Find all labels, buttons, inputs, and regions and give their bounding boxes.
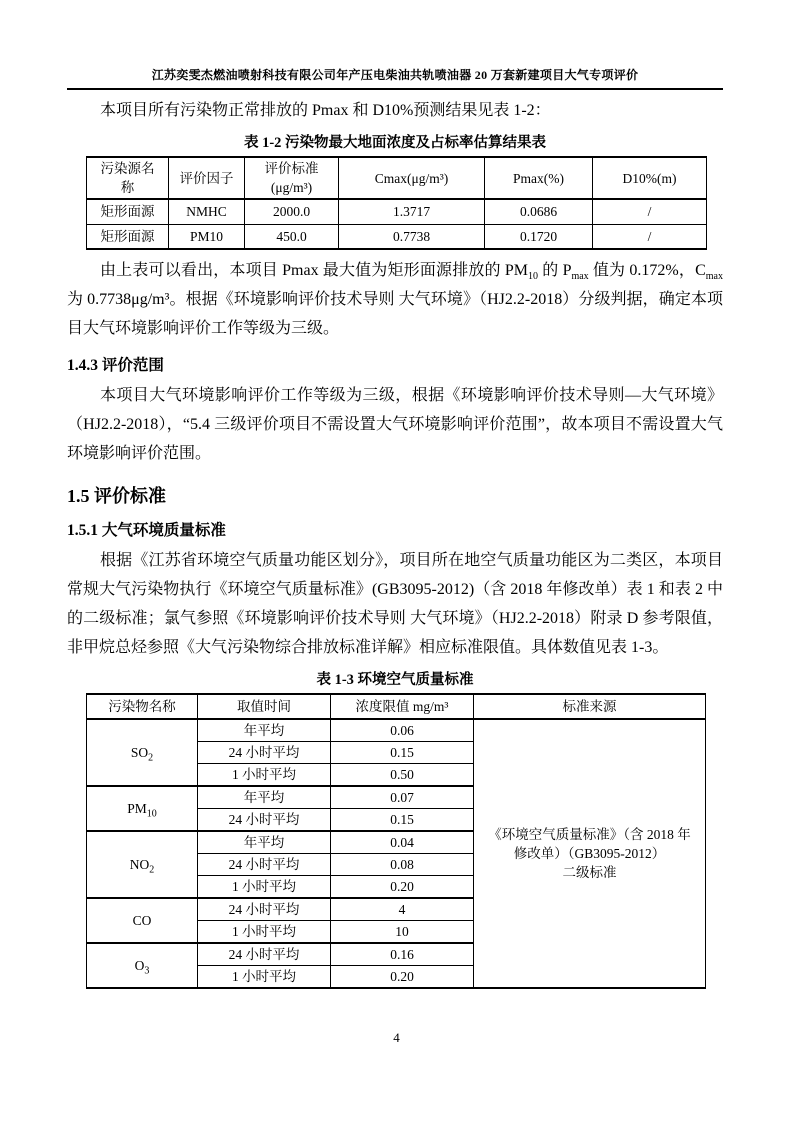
pollutant-name-cell: $O_3$ (87, 943, 198, 988)
table-cell: 24 小时平均 (198, 809, 331, 832)
table-cell: 1.3717 (339, 199, 485, 224)
column-header: 污染物名称 (87, 694, 198, 719)
table-1-3 (86, 693, 706, 989)
table-cell: 0.1720 (485, 224, 593, 249)
table-cell: 0.0686 (485, 199, 593, 224)
table-cell: 0.20 (331, 876, 474, 899)
section-heading-1-5-1: 1.5.1 大气环境质量标准 (67, 522, 226, 539)
pollutant-name-cell: $SO_2$ (87, 719, 198, 786)
table-cell: 0.15 (331, 742, 474, 764)
section-heading-1-5: 1.5 评价标准 (67, 486, 166, 506)
table-cell: 24 小时平均 (198, 898, 331, 921)
table-1-3-header-row (87, 694, 706, 719)
table-cell: / (593, 224, 707, 249)
standard-source-cell (474, 719, 706, 988)
table-row (87, 199, 707, 224)
analysis-paragraph: 由上表可以看出，本项目 Pmax 最大值为矩形面源排放的 $PM_{10}$ 的 $P_{max}$ 值为 0.172%，$C_{max}$ 为 0.7738μg/m³。根据《环境影响评价技术导则 大气环境》（HJ2.2-2018）分级判据，确定本项目大气环境影响评价工作等级为三级。 (67, 262, 723, 337)
table-cell: 450.0 (245, 224, 339, 249)
table-cell: 1 小时平均 (198, 876, 331, 899)
table-1-2-title: 表 1-2 污染物最大地面浓度及占标率估算结果表 (243, 135, 547, 151)
column-header: Pmax(%) (485, 157, 593, 199)
table-cell: 1 小时平均 (198, 764, 331, 787)
source-line: 二级标准 (562, 865, 617, 880)
table-row (87, 719, 706, 742)
page-header (67, 0, 723, 90)
table-cell: 24 小时平均 (198, 742, 331, 764)
table-cell: 年平均 (198, 831, 331, 854)
section-heading-1-4-3: 1.4.3 评价范围 (67, 357, 164, 374)
table-1-3-title: 表 1-3 环境空气质量标准 (316, 672, 474, 688)
table-cell: / (593, 199, 707, 224)
section-1-4-3-paragraph: 本项目大气环境影响评价工作等级为三级，根据《环境影响评价技术导则—大气环境》（HJ2.2-2018），“5.4 三级评价项目不需设置大气环境影响评价范围”，故本项目不需设置大气环境影响评价范围。 (67, 387, 723, 462)
column-header: 标准来源 (474, 694, 706, 719)
table-1-2 (86, 156, 707, 250)
table-cell: 矩形面源 (87, 224, 169, 249)
source-line: 《环境空气质量标准》（含 2018 年 (488, 827, 691, 842)
document-header-title: 江苏奕雯杰燃油喷射科技有限公司年产压电柴油共轨喷油器 20 万套新建项目大气专项评价 (151, 68, 639, 82)
table-row (87, 224, 707, 249)
source-line: 修改单）（GB3095-2012） (513, 846, 666, 861)
table-cell: 0.07 (331, 786, 474, 809)
pollutant-name-cell: CO (87, 898, 198, 943)
table-cell: 2000.0 (245, 199, 339, 224)
column-header: D10%(m) (593, 157, 707, 199)
column-header: Cmax(μg/m³) (339, 157, 485, 199)
table-cell: 0.7738 (339, 224, 485, 249)
column-header: 取值时间 (198, 694, 331, 719)
table-1-2-header-row (87, 157, 707, 199)
table-cell: 1 小时平均 (198, 966, 331, 989)
column-header: 浓度限值 mg/m³ (331, 694, 474, 719)
table-cell: 24 小时平均 (198, 854, 331, 876)
table-cell: NMHC (169, 199, 245, 224)
table-cell: 矩形面源 (87, 199, 169, 224)
table-cell: 4 (331, 898, 474, 921)
table-cell: 0.15 (331, 809, 474, 832)
table-cell: 0.20 (331, 966, 474, 989)
pollutant-name-cell: $NO_2$ (87, 831, 198, 898)
pollutant-name-cell: $PM_{10}$ (87, 786, 198, 831)
table-cell: PM10 (169, 224, 245, 249)
table-cell: 0.04 (331, 831, 474, 854)
table-cell: 24 小时平均 (198, 943, 331, 966)
table-cell: 年平均 (198, 719, 331, 742)
table-cell: 年平均 (198, 786, 331, 809)
table-cell: 10 (331, 921, 474, 944)
section-1-5-1-paragraph: 根据《江苏省环境空气质量功能区划分》，项目所在地空气质量功能区为二类区，本项目常规大气污染物执行《环境空气质量标准》(GB3095-2012)（含 2018 年修改单）表 1 和表 2 中的二级标准；氯气参照《环境影响评价技术导则 大气环境》（HJ2.2-2018）附录 D 参考限值，非甲烷总烃参照《大气污染物综合排放标准详解》相应标准限值。具体数值见表 1-3。 (67, 552, 723, 656)
column-header: 评价因子 (169, 157, 245, 199)
column-header: 污染源名称 (87, 157, 169, 199)
page-number: 4 (393, 1030, 400, 1045)
table-cell: 0.08 (331, 854, 474, 876)
table-cell: 1 小时平均 (198, 921, 331, 944)
intro-paragraph: 本项目所有污染物正常排放的 Pmax 和 D10%预测结果见表 1-2： (100, 102, 551, 119)
table-cell: 0.06 (331, 719, 474, 742)
table-cell: 0.16 (331, 943, 474, 966)
column-header: 评价标准(μg/m³) (245, 157, 339, 199)
table-cell: 0.50 (331, 764, 474, 787)
